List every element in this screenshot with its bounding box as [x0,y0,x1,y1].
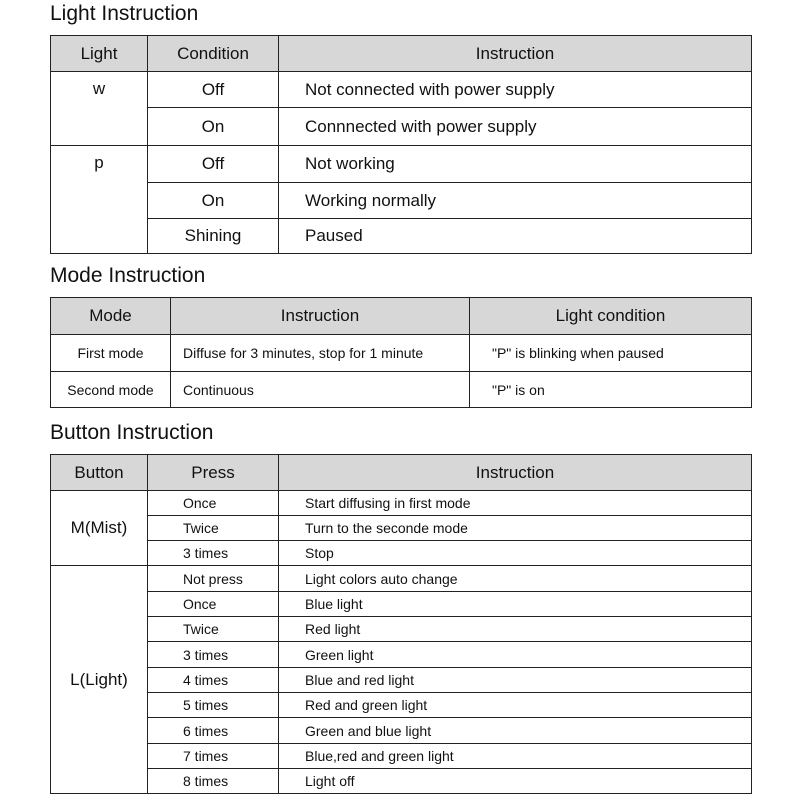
press-cell: Twice [148,617,279,642]
table-row [51,183,752,219]
mode-instruction-title: Mode Instruction [50,264,206,287]
table-row [51,146,752,183]
instruction-cell: Paused [279,219,752,254]
instruction-cell: Blue light [279,592,752,617]
instruction-cell: Not working [279,146,752,183]
table-header-row [51,455,752,491]
press-cell: 8 times [148,769,279,794]
button-name-cell: M(Mist) [51,491,148,566]
condition-cell: On [148,183,279,219]
column-header: Instruction [279,36,752,72]
press-cell: 6 times [148,718,279,744]
instruction-cell: Red and green light [279,693,752,718]
instruction-cell: Light off [279,769,752,794]
table-row [51,372,752,408]
table-row [51,335,752,372]
table-row [51,566,752,592]
instruction-cell: Green and blue light [279,718,752,744]
press-cell: Twice [148,516,279,541]
instruction-cell: Working normally [279,183,752,219]
light-label-p: p [51,146,148,254]
instruction-cell: Connnected with power supply [279,108,752,146]
press-cell: 5 times [148,693,279,718]
condition-cell: Off [148,146,279,183]
mode-cell: Second mode [51,372,171,408]
column-header: Light [51,36,148,72]
table-row [51,693,752,718]
column-header: Instruction [171,298,470,335]
press-cell: 4 times [148,668,279,693]
press-cell: Not press [148,566,279,592]
button-instruction-table [50,454,752,794]
table-row [51,642,752,668]
instruction-cell: Green light [279,642,752,668]
button-instruction-title: Button Instruction [50,421,214,444]
instruction-cell: Light colors auto change [279,566,752,592]
press-cell: Once [148,491,279,516]
table-row [51,541,752,566]
instruction-cell: Start diffusing in first mode [279,491,752,516]
condition-cell: Off [148,72,279,108]
press-cell: 7 times [148,744,279,769]
table-row [51,617,752,642]
table-row [51,718,752,744]
column-header: Instruction [279,455,752,491]
column-header: Button [51,455,148,491]
button-name-cell: L(Light) [51,566,148,794]
light-instruction-title: Light Instruction [50,2,199,25]
press-cell: 3 times [148,642,279,668]
table-row [51,108,752,146]
condition-cell: On [148,108,279,146]
condition-cell: Shining [148,219,279,254]
light-label-w: w [51,72,148,146]
light-instruction-table [50,35,752,254]
instruction-cell: Stop [279,541,752,566]
table-row [51,668,752,693]
table-row [51,516,752,541]
table-header-row [51,36,752,72]
column-header: Condition [148,36,279,72]
light-condition-cell: "P" is blinking when paused [470,335,752,372]
instruction-cell: Diffuse for 3 minutes, stop for 1 minute [171,335,470,372]
press-cell: 3 times [148,541,279,566]
mode-instruction-table [50,297,752,408]
column-header: Press [148,455,279,491]
table-row [51,592,752,617]
light-condition-cell: "P" is on [470,372,752,408]
table-header-row [51,298,752,335]
instruction-cell: Red light [279,617,752,642]
table-row [51,744,752,769]
table-row [51,769,752,794]
instruction-cell: Continuous [171,372,470,408]
press-cell: Once [148,592,279,617]
instruction-cell: Turn to the seconde mode [279,516,752,541]
table-row [51,219,752,254]
instruction-cell: Blue and red light [279,668,752,693]
instruction-cell: Not connected with power supply [279,72,752,108]
instruction-cell: Blue,red and green light [279,744,752,769]
column-header: Mode [51,298,171,335]
mode-cell: First mode [51,335,171,372]
table-row [51,491,752,516]
column-header: Light condition [470,298,752,335]
table-row [51,72,752,108]
